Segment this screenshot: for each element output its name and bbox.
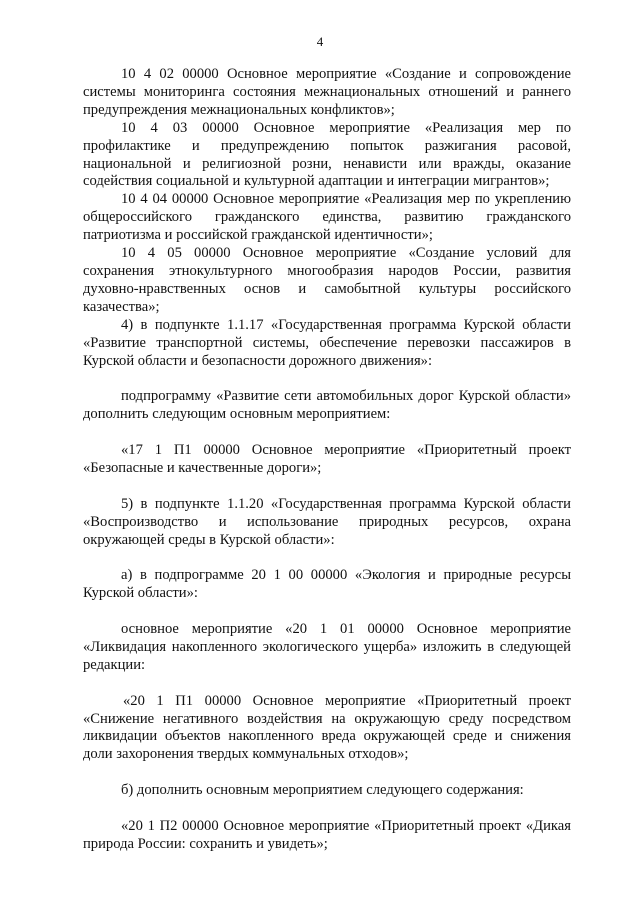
paragraph-10-4-04: 10 4 04 00000 Основное мероприятие «Реализация мер по укреплению общероссийского гражданского единства, развитию гражданского патриотизма и российской гражданской идентичности»; [83,191,571,244]
paragraph-17-1-p1: «17 1 П1 00000 Основное мероприятие «Приоритетный проект «Безопасные и качественные дороги»; [83,442,571,476]
paragraph-20-1-01: основное мероприятие «20 1 01 00000 Основное мероприятие «Ликвидация накопленного экологического ущерба» изложить в следующей редакции: [83,621,571,673]
paragraph-20-1-p1: «20 1 П1 00000 Основное мероприятие «Приоритетный проект «Снижение негативного воздействия на окружающую среду посредством ликвидации объектов накопленного вреда окружающей среде и снижения доли захоронения твердых коммунальных отходов»; [83,692,571,763]
paragraph-item-b: б) дополнить основным мероприятием следующего содержания: [121,782,524,799]
paragraph-subprogram-roads: подпрограмму «Развитие сети автомобильных дорог Курской области» дополнить следующим основным мероприятием: [83,388,571,423]
paragraph-10-4-02: 10 4 02 00000 Основное мероприятие «Создание и сопровождение системы мониторинга состояния межнациональных отношений и раннего предупреждения межнациональных конфликтов»; [83,66,571,118]
paragraph-item-a: а) в подпрограмме 20 1 00 00000 «Экология и природные ресурсы Курской области»: [83,567,571,602]
paragraph-item-5: 5) в подпункте 1.1.20 «Государственная программа Курской области «Воспроизводство и использование природных ресурсов, охрана окружающей среды в Курской области»: [83,495,571,548]
document-body [83,66,571,854]
paragraph-20-1-p2: «20 1 П2 00000 Основное мероприятие «Приоритетный проект «Дикая природа России: сохранить и увидеть»; [83,817,571,852]
paragraph-10-4-05: 10 4 05 00000 Основное мероприятие «Создание условий для сохранения этнокультурного многообразия народов России, развития духовно-нравственных основ и самобытной культуры российского казачества»; [83,245,571,315]
paragraph-10-4-03: 10 4 03 00000 Основное мероприятие «Реализация мер по профилактике и предупреждению попыток разжигания расовой, национальной и религиозной розни, ненависти или вражды, оказание содействия социальной и культурной адаптации и интеграции мигрантов»; [83,119,571,190]
page-number: 4 [316,34,324,49]
paragraph-item-4: 4) в подпункте 1.1.17 «Государственная программа Курской области «Развитие транспортной системы, обеспечение перевозки пассажиров в Курской области и безопасности дорожного движения»: [83,316,571,369]
